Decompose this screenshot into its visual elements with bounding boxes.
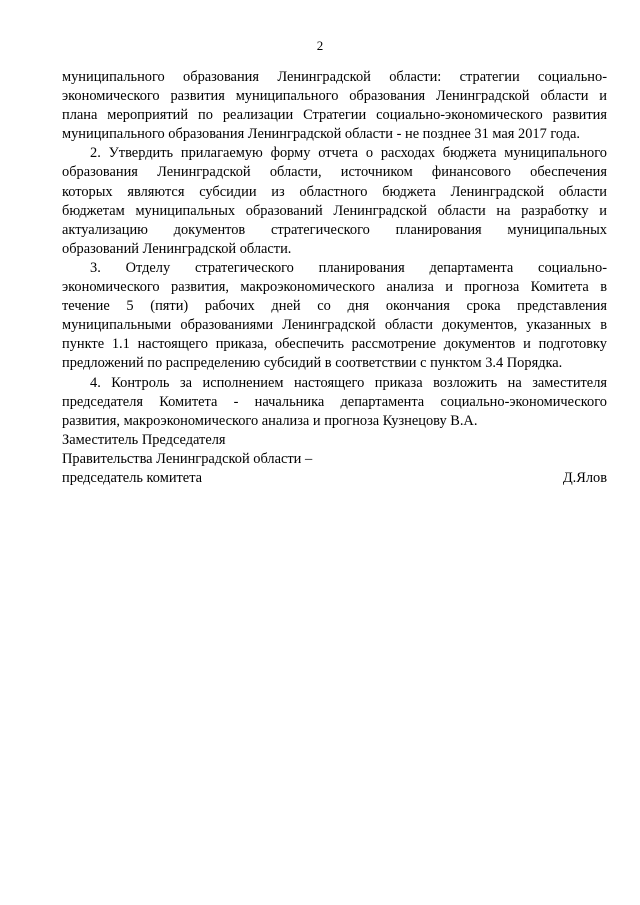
signatory-title-line-2: Правительства Ленинградской области –	[62, 451, 313, 468]
paragraph-1	[62, 68, 607, 144]
signatory-title-line-3: председатель комитета	[62, 470, 203, 487]
paragraph-1-line: плана мероприятий по реализации Стратегии социально-экономического развития	[62, 107, 607, 124]
paragraph-3-line: течение 5 (пяти) рабочих дней со дня окончания срока представления	[62, 298, 607, 315]
paragraph-2-line: бюджетам муниципальных образований Ленинградской области на разработку и	[62, 202, 607, 219]
paragraph-3-line: экономического развития, макроэкономического анализа и прогноза Комитета в	[62, 279, 607, 296]
paragraph-3-line: предложений по распределению субсидий в соответствии с пунктом 3.4 Порядка.	[62, 355, 563, 372]
page-number: 2	[316, 38, 324, 53]
paragraph-3-line: 3. Отделу стратегического планирования департамента социально-	[90, 259, 607, 276]
paragraph-1-line: экономического развития муниципального образования Ленинградской области и	[62, 88, 607, 105]
signatory-title-line-1: Заместитель Председателя	[62, 432, 226, 448]
paragraph-2-line: актуализацию документов стратегического планирования муниципальных	[62, 221, 607, 238]
paragraph-1-line: муниципального образования Ленинградской области - не позднее 31 мая 2017 года.	[62, 126, 581, 143]
signatory-row	[62, 469, 607, 488]
paragraph-2-line: 2. Утвердить прилагаемую форму отчета о расходах бюджета муниципального	[90, 145, 607, 162]
paragraph-2-line: образований Ленинградской области.	[62, 240, 292, 257]
paragraph-4-line: 4. Контроль за исполнением настоящего приказа возложить на заместителя	[90, 374, 607, 391]
paragraph-4-line: председателя Комитета - начальника департамента социально-экономического	[62, 393, 607, 410]
paragraph-3-line: муниципальными образованиями Ленинградской области документов, указанных в	[62, 317, 607, 334]
paragraph-2-line: образования Ленинградской области, источником финансового обеспечения	[62, 164, 607, 181]
signature-block	[62, 431, 607, 488]
paragraph-4	[62, 374, 607, 431]
paragraph-2-line: которых являются субсидии из областного бюджета Ленинградской области	[62, 183, 607, 200]
paragraph-3-line: пункте 1.1 настоящего приказа, обеспечить рассмотрение документов и подготовку	[62, 336, 607, 353]
paragraph-1-line: муниципального образования Ленинградской области: стратегии социально-	[62, 69, 607, 85]
signatory-name: Д.Ялов	[562, 470, 607, 487]
paragraph-3	[62, 259, 607, 374]
document-body	[62, 68, 607, 431]
paragraph-2	[62, 144, 607, 259]
paragraph-4-line: развития, макроэкономического анализа и прогноза Кузнецову В.А.	[62, 412, 478, 429]
